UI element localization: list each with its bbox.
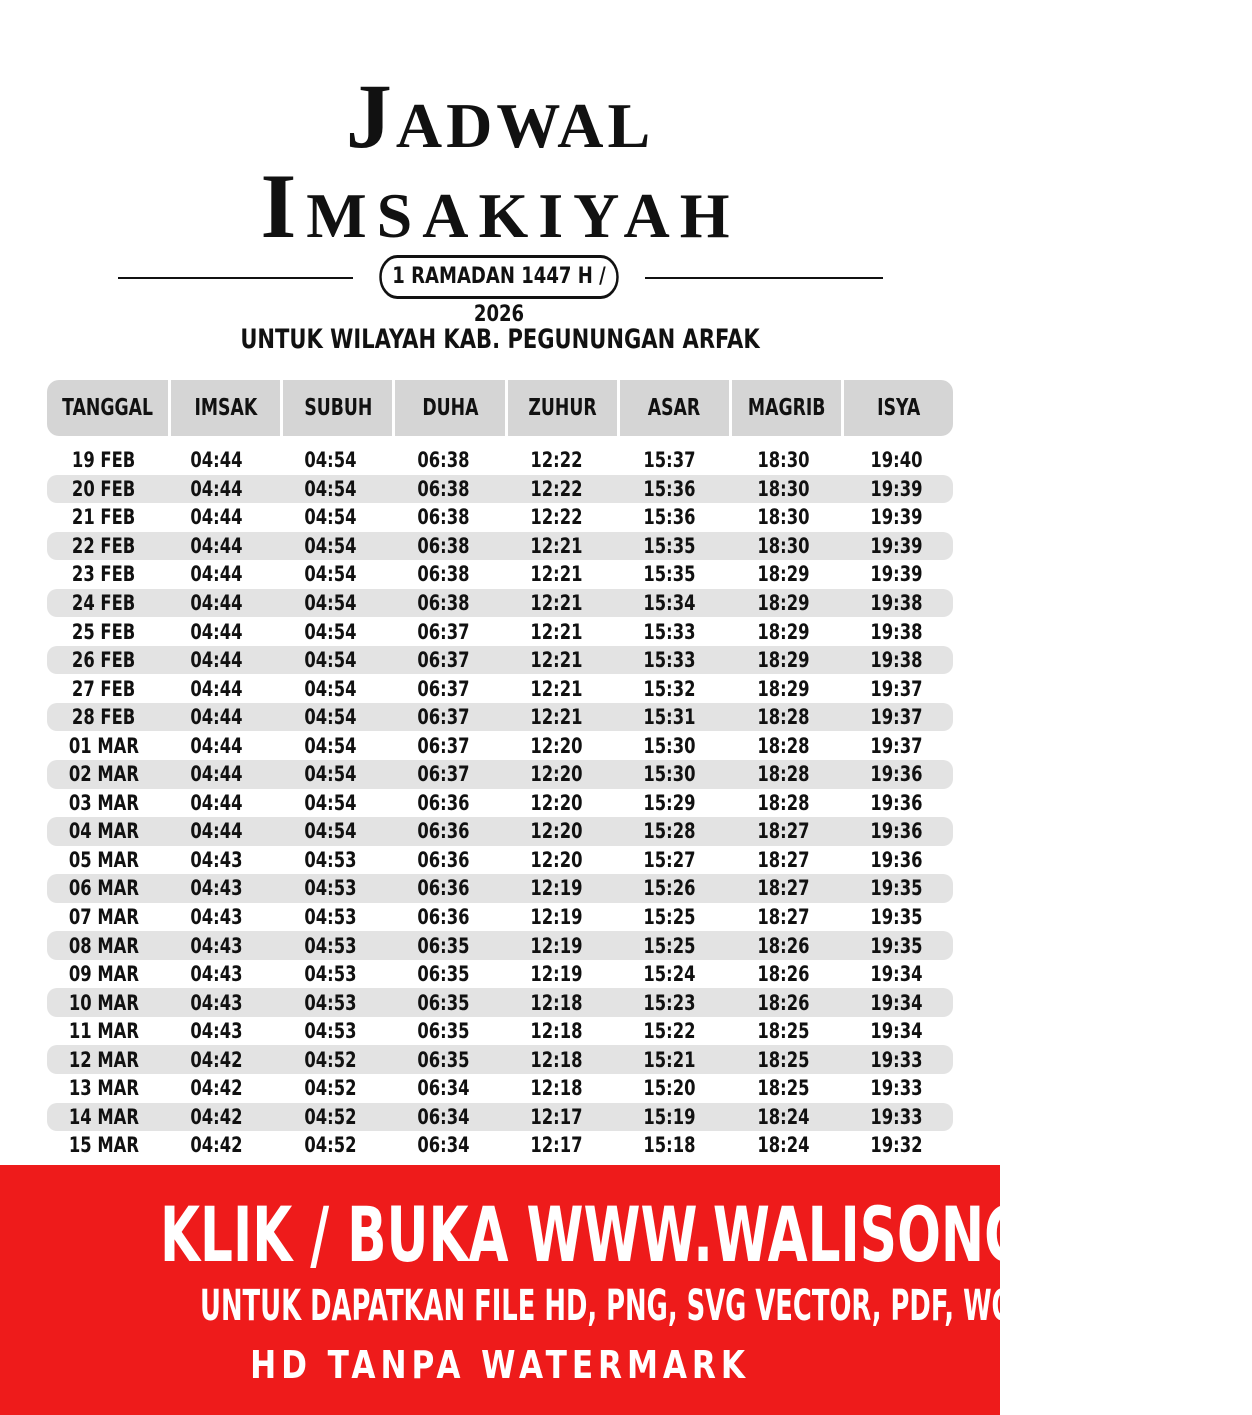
table-cell-subuh: 04:52 xyxy=(304,1104,357,1129)
table-row xyxy=(47,560,953,589)
table-cell-imsak: 04:42 xyxy=(190,1047,243,1072)
table-cell-asar: 15:22 xyxy=(643,1019,696,1044)
table-cell-imsak: 04:43 xyxy=(190,876,243,901)
table-cell-imsak: 04:44 xyxy=(190,790,243,815)
table-cell-imsak: 04:44 xyxy=(190,562,243,587)
table-cell-magrib: 18:29 xyxy=(757,562,810,587)
table-cell-isya: 19:37 xyxy=(870,676,923,701)
table-cell-subuh: 04:54 xyxy=(304,619,357,644)
table-cell-asar: 15:30 xyxy=(643,762,696,787)
table-cell-magrib: 18:28 xyxy=(757,790,810,815)
table-cell-asar: 15:25 xyxy=(643,905,696,930)
table-cell-zuhur: 12:22 xyxy=(530,476,583,501)
table-cell-tanggal: 13 MAR xyxy=(68,1076,139,1101)
table-cell-tanggal: 02 MAR xyxy=(68,762,139,787)
table-cell-duha: 06:35 xyxy=(417,1019,470,1044)
column-header-imsak: IMSAK xyxy=(171,380,280,436)
table-cell-imsak: 04:42 xyxy=(190,1076,243,1101)
table-cell-subuh: 04:52 xyxy=(304,1047,357,1072)
table-cell-asar: 15:20 xyxy=(643,1076,696,1101)
table-cell-zuhur: 12:18 xyxy=(530,1076,583,1101)
table-row xyxy=(47,874,953,903)
table-cell-zuhur: 12:21 xyxy=(530,648,583,673)
table-row xyxy=(47,760,953,789)
table-cell-zuhur: 12:21 xyxy=(530,705,583,730)
table-cell-asar: 15:21 xyxy=(643,1047,696,1072)
table-cell-magrib: 18:30 xyxy=(757,448,810,473)
schedule-table-body xyxy=(47,446,953,1160)
table-cell-zuhur: 12:19 xyxy=(530,876,583,901)
table-cell-asar: 15:33 xyxy=(643,648,696,673)
table-cell-subuh: 04:54 xyxy=(304,819,357,844)
table-cell-subuh: 04:54 xyxy=(304,533,357,558)
table-cell-tanggal: 06 MAR xyxy=(68,876,139,901)
table-cell-asar: 15:35 xyxy=(643,533,696,558)
table-cell-subuh: 04:53 xyxy=(304,876,357,901)
table-cell-isya: 19:36 xyxy=(870,819,923,844)
table-cell-tanggal: 12 MAR xyxy=(68,1047,139,1072)
table-cell-duha: 06:37 xyxy=(417,619,470,644)
table-cell-duha: 06:37 xyxy=(417,676,470,701)
table-header xyxy=(47,380,953,436)
table-cell-zuhur: 12:21 xyxy=(530,562,583,587)
table-row xyxy=(47,703,953,732)
table-cell-magrib: 18:30 xyxy=(757,533,810,558)
table-cell-imsak: 04:42 xyxy=(190,1133,243,1158)
table-cell-duha: 06:36 xyxy=(417,819,470,844)
table-cell-imsak: 04:43 xyxy=(190,962,243,987)
table-cell-asar: 15:24 xyxy=(643,962,696,987)
table-cell-asar: 15:26 xyxy=(643,876,696,901)
table-cell-duha: 06:37 xyxy=(417,733,470,758)
table-cell-tanggal: 09 MAR xyxy=(68,962,139,987)
table-row xyxy=(47,789,953,818)
column-header-asar: ASAR xyxy=(620,380,729,436)
table-cell-tanggal: 22 FEB xyxy=(71,533,136,558)
table-cell-asar: 15:29 xyxy=(643,790,696,815)
table-cell-subuh: 04:54 xyxy=(304,790,357,815)
table-cell-tanggal: 07 MAR xyxy=(68,905,139,930)
table-row xyxy=(47,532,953,561)
table-cell-asar: 15:37 xyxy=(643,448,696,473)
table-row xyxy=(47,1017,953,1046)
table-cell-imsak: 04:43 xyxy=(190,933,243,958)
table-cell-magrib: 18:25 xyxy=(757,1019,810,1044)
table-cell-subuh: 04:53 xyxy=(304,1019,357,1044)
table-cell-zuhur: 12:22 xyxy=(530,448,583,473)
table-row xyxy=(47,503,953,532)
table-row xyxy=(47,1103,953,1132)
table-cell-subuh: 04:54 xyxy=(304,476,357,501)
table-cell-imsak: 04:44 xyxy=(190,705,243,730)
table-cell-subuh: 04:54 xyxy=(304,562,357,587)
table-row xyxy=(47,646,953,675)
divider-right xyxy=(645,277,883,279)
table-row xyxy=(47,446,953,475)
table-cell-duha: 06:35 xyxy=(417,1047,470,1072)
table-cell-tanggal: 04 MAR xyxy=(68,819,139,844)
ramadan-date-badge: 1 RAMADAN 1447 H / 2026 xyxy=(379,255,618,299)
table-cell-asar: 15:27 xyxy=(643,847,696,872)
table-cell-subuh: 04:54 xyxy=(304,676,357,701)
table-cell-zuhur: 12:17 xyxy=(530,1133,583,1158)
table-cell-zuhur: 12:21 xyxy=(530,619,583,644)
table-cell-duha: 06:36 xyxy=(417,847,470,872)
table-cell-subuh: 04:54 xyxy=(304,591,357,615)
table-cell-imsak: 04:43 xyxy=(190,1019,243,1044)
table-cell-tanggal: 23 FEB xyxy=(71,562,136,587)
table-cell-magrib: 18:30 xyxy=(757,505,810,530)
column-header-subuh: SUBUH xyxy=(283,380,392,436)
title-line-2: Imsakiyah xyxy=(260,155,740,257)
table-row xyxy=(47,1074,953,1103)
table-cell-tanggal: 11 MAR xyxy=(68,1019,139,1044)
table-row xyxy=(47,589,953,618)
table-cell-tanggal: 26 FEB xyxy=(71,648,136,673)
table-cell-asar: 15:19 xyxy=(643,1104,696,1129)
column-header-zuhur: ZUHUR xyxy=(508,380,617,436)
table-row xyxy=(47,817,953,846)
table-cell-zuhur: 12:19 xyxy=(530,905,583,930)
region-subtitle: UNTUK WILAYAH KAB. PEGUNUNGAN ARFAK xyxy=(240,324,760,355)
banner-headline: KLIK / BUKA WWW.WALISONGO.CO.ID xyxy=(160,1190,1252,1279)
table-cell-zuhur: 12:20 xyxy=(530,790,583,815)
table-cell-subuh: 04:54 xyxy=(304,448,357,473)
table-row xyxy=(47,731,953,760)
banner-subline: UNTUK DAPATKAN FILE HD, PNG, SVG VECTOR, PDF, WORD, EXCEL xyxy=(200,1281,1164,1331)
banner-tagline: HD TANPA WATERMARK xyxy=(250,1343,750,1387)
table-cell-isya: 19:35 xyxy=(870,876,923,901)
table-cell-imsak: 04:44 xyxy=(190,591,243,615)
table-cell-tanggal: 08 MAR xyxy=(68,933,139,958)
table-cell-magrib: 18:27 xyxy=(757,819,810,844)
table-cell-magrib: 18:27 xyxy=(757,876,810,901)
table-cell-imsak: 04:42 xyxy=(190,1104,243,1129)
table-cell-isya: 19:32 xyxy=(870,1133,923,1158)
table-cell-isya: 19:38 xyxy=(870,619,923,644)
table-cell-subuh: 04:54 xyxy=(304,705,357,730)
table-cell-zuhur: 12:20 xyxy=(530,819,583,844)
table-cell-magrib: 18:28 xyxy=(757,762,810,787)
table-cell-asar: 15:34 xyxy=(643,591,696,615)
table-row xyxy=(47,674,953,703)
table-cell-imsak: 04:44 xyxy=(190,733,243,758)
divider-left xyxy=(118,277,353,279)
table-cell-isya: 19:36 xyxy=(870,762,923,787)
table-cell-tanggal: 15 MAR xyxy=(68,1133,139,1158)
table-row xyxy=(47,960,953,989)
table-cell-zuhur: 12:21 xyxy=(530,591,583,615)
table-cell-isya: 19:38 xyxy=(870,591,923,615)
table-cell-duha: 06:37 xyxy=(417,762,470,787)
table-row xyxy=(47,988,953,1017)
table-cell-subuh: 04:54 xyxy=(304,762,357,787)
table-cell-zuhur: 12:17 xyxy=(530,1104,583,1129)
table-cell-isya: 19:37 xyxy=(870,733,923,758)
table-cell-asar: 15:31 xyxy=(643,705,696,730)
table-cell-tanggal: 24 FEB xyxy=(71,591,136,615)
table-cell-asar: 15:32 xyxy=(643,676,696,701)
table-cell-subuh: 04:54 xyxy=(304,505,357,530)
table-cell-isya: 19:34 xyxy=(870,1019,923,1044)
table-cell-imsak: 04:44 xyxy=(190,819,243,844)
table-cell-isya: 19:39 xyxy=(870,533,923,558)
table-cell-magrib: 18:25 xyxy=(757,1047,810,1072)
table-cell-magrib: 18:27 xyxy=(757,847,810,872)
table-cell-isya: 19:33 xyxy=(870,1076,923,1101)
table-cell-subuh: 04:53 xyxy=(304,933,357,958)
table-cell-asar: 15:25 xyxy=(643,933,696,958)
table-cell-asar: 15:18 xyxy=(643,1133,696,1158)
table-cell-asar: 15:36 xyxy=(643,476,696,501)
table-cell-duha: 06:35 xyxy=(417,933,470,958)
table-cell-magrib: 18:28 xyxy=(757,705,810,730)
table-cell-duha: 06:34 xyxy=(417,1133,470,1158)
table-cell-tanggal: 25 FEB xyxy=(71,619,136,644)
table-row xyxy=(47,1131,953,1160)
table-cell-subuh: 04:52 xyxy=(304,1076,357,1101)
table-cell-imsak: 04:44 xyxy=(190,505,243,530)
table-cell-duha: 06:35 xyxy=(417,962,470,987)
table-cell-tanggal: 20 FEB xyxy=(71,476,136,501)
table-cell-imsak: 04:44 xyxy=(190,619,243,644)
table-cell-duha: 06:36 xyxy=(417,790,470,815)
table-cell-magrib: 18:26 xyxy=(757,990,810,1015)
table-cell-isya: 19:37 xyxy=(870,705,923,730)
table-cell-isya: 19:36 xyxy=(870,847,923,872)
table-cell-zuhur: 12:20 xyxy=(530,762,583,787)
table-cell-subuh: 04:52 xyxy=(304,1133,357,1158)
table-cell-tanggal: 03 MAR xyxy=(68,790,139,815)
table-cell-asar: 15:30 xyxy=(643,733,696,758)
table-cell-imsak: 04:44 xyxy=(190,448,243,473)
table-cell-tanggal: 21 FEB xyxy=(71,505,136,530)
table-cell-magrib: 18:26 xyxy=(757,962,810,987)
table-cell-magrib: 18:24 xyxy=(757,1133,810,1158)
table-cell-duha: 06:35 xyxy=(417,990,470,1015)
table-cell-isya: 19:33 xyxy=(870,1047,923,1072)
table-cell-magrib: 18:24 xyxy=(757,1104,810,1129)
table-row xyxy=(47,617,953,646)
table-cell-isya: 19:35 xyxy=(870,933,923,958)
table-cell-duha: 06:38 xyxy=(417,505,470,530)
table-cell-tanggal: 01 MAR xyxy=(68,733,139,758)
table-cell-subuh: 04:53 xyxy=(304,962,357,987)
table-cell-duha: 06:38 xyxy=(417,476,470,501)
table-cell-isya: 19:39 xyxy=(870,562,923,587)
table-cell-imsak: 04:43 xyxy=(190,847,243,872)
table-cell-isya: 19:34 xyxy=(870,962,923,987)
table-cell-asar: 15:36 xyxy=(643,505,696,530)
table-cell-isya: 19:36 xyxy=(870,790,923,815)
table-cell-duha: 06:38 xyxy=(417,533,470,558)
table-cell-imsak: 04:44 xyxy=(190,476,243,501)
promo-banner xyxy=(0,1165,1252,1415)
table-row xyxy=(47,846,953,875)
table-cell-duha: 06:38 xyxy=(417,562,470,587)
table-cell-magrib: 18:29 xyxy=(757,591,810,615)
table-cell-zuhur: 12:18 xyxy=(530,1047,583,1072)
table-cell-isya: 19:34 xyxy=(870,990,923,1015)
table-cell-zuhur: 12:19 xyxy=(530,962,583,987)
table-cell-magrib: 18:26 xyxy=(757,933,810,958)
table-cell-tanggal: 05 MAR xyxy=(68,847,139,872)
table-cell-isya: 19:39 xyxy=(870,505,923,530)
table-cell-tanggal: 27 FEB xyxy=(71,676,136,701)
table-cell-asar: 15:28 xyxy=(643,819,696,844)
column-header-magrib: MAGRIB xyxy=(732,380,841,436)
table-cell-isya: 19:38 xyxy=(870,648,923,673)
table-cell-zuhur: 12:20 xyxy=(530,847,583,872)
table-row xyxy=(47,931,953,960)
table-cell-subuh: 04:53 xyxy=(304,990,357,1015)
table-cell-imsak: 04:44 xyxy=(190,648,243,673)
table-cell-magrib: 18:27 xyxy=(757,905,810,930)
table-cell-imsak: 04:44 xyxy=(190,676,243,701)
table-cell-duha: 06:38 xyxy=(417,448,470,473)
table-cell-duha: 06:34 xyxy=(417,1076,470,1101)
table-cell-magrib: 18:28 xyxy=(757,733,810,758)
table-cell-asar: 15:35 xyxy=(643,562,696,587)
table-cell-magrib: 18:25 xyxy=(757,1076,810,1101)
column-header-duha: DUHA xyxy=(395,380,504,436)
table-cell-imsak: 04:44 xyxy=(190,762,243,787)
table-cell-isya: 19:39 xyxy=(870,476,923,501)
table-cell-tanggal: 14 MAR xyxy=(68,1104,139,1129)
table-cell-magrib: 18:29 xyxy=(757,619,810,644)
table-cell-isya: 19:35 xyxy=(870,905,923,930)
table-row xyxy=(47,1045,953,1074)
table-cell-isya: 19:40 xyxy=(870,448,923,473)
table-cell-subuh: 04:53 xyxy=(304,847,357,872)
column-header-tanggal: TANGGAL xyxy=(47,380,168,436)
table-cell-tanggal: 10 MAR xyxy=(68,990,139,1015)
table-cell-duha: 06:37 xyxy=(417,705,470,730)
table-cell-duha: 06:38 xyxy=(417,591,470,615)
table-cell-tanggal: 19 FEB xyxy=(71,448,136,473)
table-cell-zuhur: 12:20 xyxy=(530,733,583,758)
table-cell-imsak: 04:43 xyxy=(190,905,243,930)
table-cell-magrib: 18:29 xyxy=(757,676,810,701)
table-cell-duha: 06:34 xyxy=(417,1104,470,1129)
table-cell-duha: 06:36 xyxy=(417,876,470,901)
table-row xyxy=(47,475,953,504)
table-cell-isya: 19:33 xyxy=(870,1104,923,1129)
table-cell-zuhur: 12:21 xyxy=(530,676,583,701)
column-header-isya: ISYA xyxy=(844,380,953,436)
table-cell-zuhur: 12:21 xyxy=(530,533,583,558)
table-cell-asar: 15:33 xyxy=(643,619,696,644)
table-cell-magrib: 18:29 xyxy=(757,648,810,673)
table-cell-magrib: 18:30 xyxy=(757,476,810,501)
table-cell-duha: 06:36 xyxy=(417,905,470,930)
table-row xyxy=(47,903,953,932)
table-cell-imsak: 04:44 xyxy=(190,533,243,558)
table-cell-subuh: 04:53 xyxy=(304,905,357,930)
table-cell-zuhur: 12:18 xyxy=(530,990,583,1015)
table-cell-zuhur: 12:19 xyxy=(530,933,583,958)
table-cell-zuhur: 12:18 xyxy=(530,1019,583,1044)
table-cell-tanggal: 28 FEB xyxy=(71,705,136,730)
title-line-1: Jadwal xyxy=(345,65,655,167)
table-cell-subuh: 04:54 xyxy=(304,733,357,758)
table-cell-asar: 15:23 xyxy=(643,990,696,1015)
table-cell-duha: 06:37 xyxy=(417,648,470,673)
table-cell-subuh: 04:54 xyxy=(304,648,357,673)
table-cell-imsak: 04:43 xyxy=(190,990,243,1015)
table-cell-zuhur: 12:22 xyxy=(530,505,583,530)
